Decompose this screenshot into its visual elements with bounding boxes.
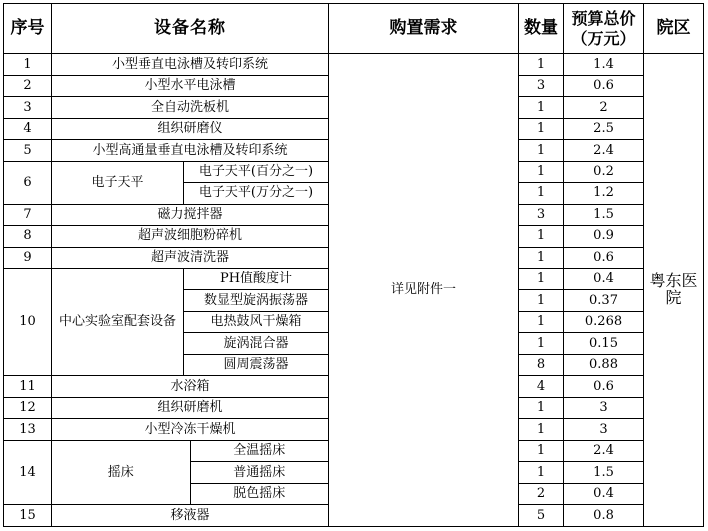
budget-cell: 1.4: [564, 54, 644, 75]
seq-cell: 10: [4, 268, 52, 375]
budget-cell: 2.5: [564, 118, 644, 139]
district-line1: 粤东医: [649, 271, 698, 291]
device-name-cell: 全自动洗板机: [52, 97, 329, 118]
seq-cell: 7: [4, 204, 52, 225]
shaker-group: [52, 440, 329, 504]
quantity-cell: 1: [519, 333, 564, 354]
budget-cell: 0.15: [564, 333, 644, 354]
budget-cell: 0.4: [564, 483, 644, 504]
budget-cell: 0.268: [564, 311, 644, 332]
budget-cell: 0.88: [564, 354, 644, 375]
quantity-cell: 8: [519, 354, 564, 375]
quantity-cell: 3: [519, 204, 564, 225]
budget-cell: 0.8: [564, 505, 644, 527]
budget-cell: 2: [564, 97, 644, 118]
budget-cell: 0.4: [564, 268, 644, 289]
budget-cell: 3: [564, 397, 644, 418]
group-name-cell: 中心实验室配套设备: [52, 268, 184, 375]
budget-cell: 2.4: [564, 140, 644, 161]
device-name-cell: 移液器: [52, 505, 329, 527]
device-name-cell: 小型高通量垂直电泳槽及转印系统: [52, 140, 329, 161]
seq-cell: 8: [4, 226, 52, 247]
quantity-cell: 1: [519, 54, 564, 75]
header-district: 院区: [644, 4, 704, 54]
sub-device-cell: 旋涡混合器: [184, 333, 329, 354]
seq-cell: 9: [4, 247, 52, 268]
quantity-cell: 1: [519, 183, 564, 204]
budget-cell: 2.4: [564, 440, 644, 461]
sub-device-cell: 圆周震荡器: [184, 354, 329, 375]
quantity-cell: 1: [519, 440, 564, 461]
device-name-cell: 水浴箱: [52, 376, 329, 397]
district-line2: 院: [665, 288, 682, 308]
budget-cell: 0.9: [564, 226, 644, 247]
header-row: [4, 4, 704, 54]
seq-cell: 4: [4, 118, 52, 139]
seq-cell: 5: [4, 140, 52, 161]
district-cell: [644, 54, 704, 527]
budget-cell: 0.6: [564, 75, 644, 96]
device-name-cell: 超声波细胞粉碎机: [52, 226, 329, 247]
quantity-cell: 1: [519, 419, 564, 440]
budget-cell: 1.5: [564, 204, 644, 225]
table-row: [4, 54, 704, 75]
device-name-cell: 小型水平电泳槽: [52, 75, 329, 96]
procurement-table: [3, 3, 704, 527]
quantity-cell: 1: [519, 462, 564, 483]
header-seq: 序号: [4, 4, 52, 54]
group-name-cell: 摇床: [52, 441, 190, 504]
sub-device-cell: 电子天平(百分之一): [184, 161, 329, 182]
quantity-cell: 1: [519, 118, 564, 139]
quantity-cell: 4: [519, 376, 564, 397]
quantity-cell: 2: [519, 483, 564, 504]
header-quantity: 数量: [519, 4, 564, 54]
group-name-cell: 电子天平: [52, 161, 184, 204]
budget-cell: 3: [564, 419, 644, 440]
header-device-name: 设备名称: [52, 4, 329, 54]
quantity-cell: 1: [519, 311, 564, 332]
quantity-cell: 5: [519, 505, 564, 527]
quantity-cell: 3: [519, 75, 564, 96]
seq-cell: 12: [4, 397, 52, 418]
budget-cell: 0.6: [564, 247, 644, 268]
header-budget-line1: 预算总价: [571, 8, 636, 28]
seq-cell: 15: [4, 505, 52, 527]
sub-device-cell: PH值酸度计: [184, 268, 329, 289]
seq-cell: 11: [4, 376, 52, 397]
budget-cell: 0.6: [564, 376, 644, 397]
device-name-cell: 小型冷冻干燥机: [52, 419, 329, 440]
budget-cell: 0.2: [564, 161, 644, 182]
quantity-cell: 1: [519, 226, 564, 247]
sub-device-cell: 数显型旋涡振荡器: [184, 290, 329, 311]
device-name-cell: 组织研磨机: [52, 397, 329, 418]
device-name-cell: 组织研磨仪: [52, 118, 329, 139]
quantity-cell: 1: [519, 290, 564, 311]
budget-cell: 1.5: [564, 462, 644, 483]
header-requirement: 购置需求: [329, 4, 519, 54]
sub-device-cell: 电热鼓风干燥箱: [184, 311, 329, 332]
quantity-cell: 1: [519, 397, 564, 418]
seq-cell: 14: [4, 440, 52, 504]
device-name-cell: 磁力搅拌器: [52, 204, 329, 225]
header-budget-line2: （万元）: [571, 28, 636, 48]
quantity-cell: 1: [519, 247, 564, 268]
seq-cell: 6: [4, 161, 52, 204]
seq-cell: 1: [4, 54, 52, 75]
budget-cell: 0.37: [564, 290, 644, 311]
budget-cell: 1.2: [564, 183, 644, 204]
shaker-subtable: [52, 441, 328, 504]
sub-device-cell: 全温摇床: [190, 441, 328, 462]
device-name-cell: 超声波清洗器: [52, 247, 329, 268]
device-name-cell: 小型垂直电泳槽及转印系统: [52, 54, 329, 75]
sub-device-cell: 电子天平(万分之一): [184, 183, 329, 204]
quantity-cell: 1: [519, 140, 564, 161]
seq-cell: 3: [4, 97, 52, 118]
header-budget: [564, 4, 644, 54]
requirement-cell: 详见附件一: [329, 54, 519, 527]
quantity-cell: 1: [519, 268, 564, 289]
quantity-cell: 1: [519, 161, 564, 182]
seq-cell: 13: [4, 419, 52, 440]
sub-device-cell: 脱色摇床: [233, 486, 286, 502]
sub-device-cell: 普通摇床: [190, 462, 328, 483]
quantity-cell: 1: [519, 97, 564, 118]
seq-cell: 2: [4, 75, 52, 96]
